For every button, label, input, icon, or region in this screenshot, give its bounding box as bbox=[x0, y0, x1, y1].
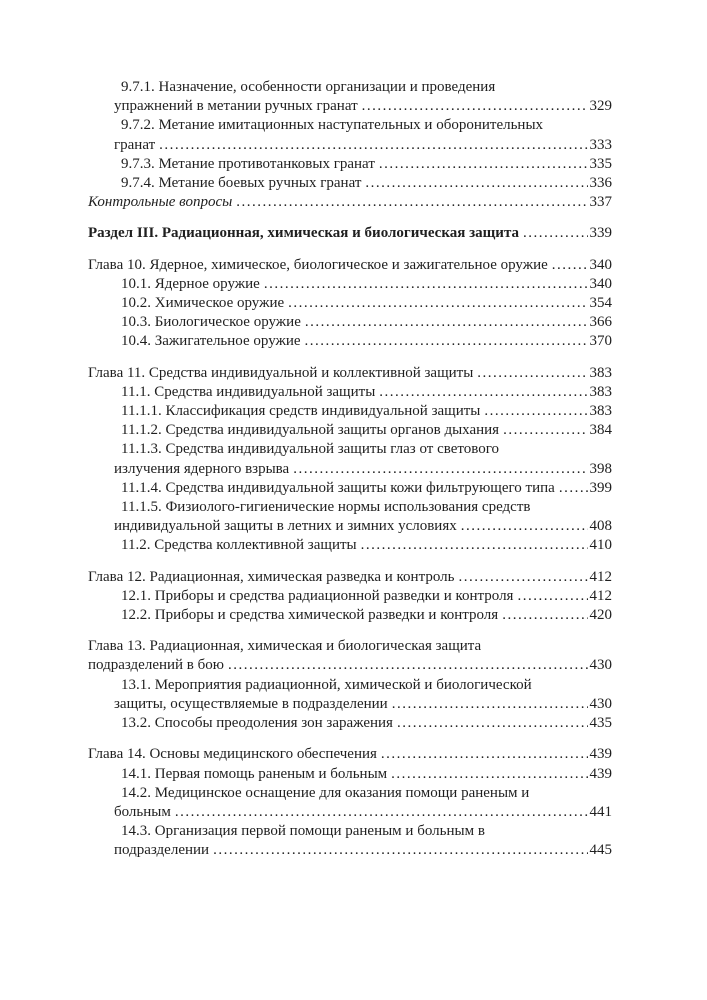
toc-entry-line bbox=[88, 155, 612, 174]
toc-page-number: 408 bbox=[589, 518, 612, 535]
toc-entry-line bbox=[88, 695, 612, 714]
dot-leader bbox=[480, 402, 588, 421]
toc-page-number: 445 bbox=[589, 842, 612, 859]
dot-leader bbox=[498, 606, 588, 625]
toc-entry-line bbox=[88, 294, 612, 313]
toc-page-number: 383 bbox=[589, 403, 612, 420]
toc-page-number: 430 bbox=[589, 695, 612, 712]
toc-entry bbox=[88, 364, 612, 383]
toc-entry-line bbox=[88, 193, 612, 212]
toc-entry bbox=[88, 498, 612, 536]
toc-page-number: 435 bbox=[589, 715, 612, 732]
dot-leader bbox=[375, 155, 588, 174]
toc-page-number: 384 bbox=[589, 422, 612, 439]
toc-page-number: 439 bbox=[589, 746, 612, 763]
dot-leader bbox=[375, 383, 588, 402]
toc-entry bbox=[88, 822, 612, 860]
dot-leader bbox=[224, 656, 588, 675]
toc-entry bbox=[88, 174, 612, 193]
dot-leader bbox=[232, 193, 588, 212]
toc-entry-line bbox=[88, 402, 612, 421]
toc-entry-line: 11.1.3. Средства индивидуальной защиты глаз от светового bbox=[121, 441, 500, 458]
toc-entry-line bbox=[88, 714, 612, 733]
toc-entry-line bbox=[88, 97, 612, 116]
toc-entry-line bbox=[88, 460, 612, 479]
dot-leader bbox=[457, 517, 588, 536]
dot-leader bbox=[361, 174, 588, 193]
toc-entry bbox=[88, 568, 612, 587]
toc-entry bbox=[88, 440, 612, 478]
toc-entry-text: больным bbox=[114, 803, 171, 820]
toc-entry bbox=[88, 332, 612, 351]
dot-leader bbox=[284, 294, 588, 313]
toc-entry bbox=[88, 402, 612, 421]
toc-entry-text: 11.2. Средства коллективной защиты bbox=[121, 537, 357, 554]
toc-page-number: 399 bbox=[589, 479, 612, 496]
dot-leader bbox=[357, 536, 588, 555]
toc-entry-text: подразделении bbox=[114, 842, 210, 859]
toc-page-number: 335 bbox=[589, 155, 612, 172]
toc-entry bbox=[88, 313, 612, 332]
toc-entry-line bbox=[88, 224, 612, 243]
dot-leader bbox=[393, 714, 588, 733]
toc-entry-text: 13.2. Способы преодоления зон заражения bbox=[121, 715, 393, 732]
toc-entry-line bbox=[88, 313, 612, 332]
toc-entry-line bbox=[88, 256, 612, 275]
toc-page-number: 430 bbox=[589, 657, 612, 674]
toc-entry-line bbox=[88, 656, 612, 675]
toc-page-number: 439 bbox=[589, 765, 612, 782]
toc-entry bbox=[88, 784, 612, 822]
toc-entry-text: 11.1.4. Средства индивидуальной защиты кожи фильтрующего типа bbox=[121, 479, 555, 496]
toc-entry-text: Контрольные вопросы bbox=[88, 194, 233, 211]
dot-leader bbox=[260, 275, 588, 294]
toc-entry bbox=[88, 256, 612, 275]
toc-entry-text: защиты, осуществляемые в подразделении bbox=[114, 695, 388, 712]
toc-entry bbox=[88, 479, 612, 498]
toc-page-number: 420 bbox=[589, 607, 612, 624]
toc-entry-line bbox=[88, 587, 612, 606]
toc-entry-line: 14.2. Медицинское оснащение для оказания помощи раненым и bbox=[121, 784, 530, 801]
toc-page-number: 336 bbox=[589, 175, 612, 192]
toc-entry-line bbox=[88, 606, 612, 625]
toc-page-number: 366 bbox=[589, 314, 612, 331]
toc-entry-line: 13.1. Мероприятия радиационной, химической и биологической bbox=[121, 676, 532, 693]
toc-entry-text: Глава 14. Основы медицинского обеспечения bbox=[88, 746, 377, 763]
toc-section bbox=[88, 78, 612, 212]
toc-entry-text: 9.7.4. Метание боевых ручных гранат bbox=[121, 175, 362, 192]
dot-leader bbox=[473, 364, 588, 383]
toc-page-number: 340 bbox=[589, 256, 612, 273]
toc-entry-line bbox=[88, 745, 612, 764]
toc bbox=[88, 78, 612, 861]
toc-entry-text: упражнений в метании ручных гранат bbox=[114, 98, 358, 115]
toc-entry-text: подразделений в бою bbox=[88, 657, 224, 674]
toc-entry bbox=[88, 78, 612, 116]
toc-entry-line bbox=[88, 841, 612, 860]
toc-entry bbox=[88, 193, 612, 212]
toc-entry-text: Глава 12. Радиационная, химическая разведка и контроль bbox=[88, 568, 455, 585]
toc-entry-text: 10.1. Ядерное оружие bbox=[121, 275, 260, 292]
toc-entry-line bbox=[88, 517, 612, 536]
dot-leader bbox=[548, 256, 588, 275]
toc-page-number: 412 bbox=[589, 568, 612, 585]
dot-leader bbox=[499, 421, 588, 440]
toc-page-number: 333 bbox=[589, 136, 612, 153]
toc-entry-text: 10.4. Зажигательное оружие bbox=[121, 333, 301, 350]
dot-leader bbox=[377, 745, 588, 764]
toc-entry-line bbox=[88, 765, 612, 784]
dot-leader bbox=[519, 224, 588, 243]
toc-page-number: 354 bbox=[589, 295, 612, 312]
toc-section bbox=[88, 568, 612, 626]
toc-entry-line bbox=[88, 421, 612, 440]
toc-entry bbox=[88, 676, 612, 714]
toc-entry-text: Глава 10. Ядерное, химическое, биологическое и зажигательное оружие bbox=[88, 256, 548, 273]
toc-section bbox=[88, 364, 612, 556]
toc-entry-line bbox=[88, 479, 612, 498]
toc-entry bbox=[88, 294, 612, 313]
toc-entry-line bbox=[88, 332, 612, 351]
toc-entry bbox=[88, 155, 612, 174]
toc-entry bbox=[88, 116, 612, 154]
toc-page-number: 337 bbox=[589, 194, 612, 211]
toc-entry-line bbox=[88, 275, 612, 294]
toc-section bbox=[88, 224, 612, 243]
dot-leader bbox=[301, 313, 588, 332]
toc-entry-line bbox=[88, 364, 612, 383]
toc-entry bbox=[88, 383, 612, 402]
toc-entry bbox=[88, 536, 612, 555]
toc-entry-text: Раздел III. Радиационная, химическая и биологическая защита bbox=[88, 225, 519, 242]
toc-entry-line: 14.3. Организация первой помощи раненым и больным в bbox=[121, 823, 485, 840]
toc-entry-text: гранат bbox=[114, 136, 156, 153]
dot-leader bbox=[155, 136, 588, 155]
dot-leader bbox=[289, 460, 588, 479]
dot-leader bbox=[387, 765, 588, 784]
toc-page-number: 340 bbox=[589, 275, 612, 292]
toc-page-number: 398 bbox=[589, 460, 612, 477]
toc-entry bbox=[88, 275, 612, 294]
toc-entry-line bbox=[88, 568, 612, 587]
toc-entry-text: 12.2. Приборы и средства химической разведки и контроля bbox=[121, 607, 499, 624]
toc-page-number: 329 bbox=[589, 98, 612, 115]
toc-entry-text: 11.1. Средства индивидуальной защиты bbox=[121, 383, 376, 400]
toc-entry-line bbox=[88, 174, 612, 193]
toc-entry-text: 14.1. Первая помощь раненым и больным bbox=[121, 765, 388, 782]
toc-page-number: 370 bbox=[589, 333, 612, 350]
dot-leader bbox=[171, 803, 588, 822]
dot-leader bbox=[301, 332, 588, 351]
toc-entry-text: излучения ядерного взрыва bbox=[114, 460, 290, 477]
toc-entry-text: Глава 11. Средства индивидуальной и коллективной защиты bbox=[88, 364, 474, 381]
toc-entry-text: 10.3. Биологическое оружие bbox=[121, 314, 301, 331]
toc-section bbox=[88, 637, 612, 733]
toc-entry-text: 12.1. Приборы и средства радиационной разведки и контроля bbox=[121, 587, 514, 604]
toc-entry bbox=[88, 745, 612, 764]
toc-entry-line bbox=[88, 803, 612, 822]
dot-leader bbox=[555, 479, 588, 498]
dot-leader bbox=[454, 568, 588, 587]
toc-entry bbox=[88, 421, 612, 440]
toc-section bbox=[88, 256, 612, 352]
toc-entry-line: 9.7.2. Метание имитационных наступательных и оборонительных bbox=[121, 117, 544, 134]
toc-entry bbox=[88, 606, 612, 625]
dot-leader bbox=[209, 841, 588, 860]
toc-entry bbox=[88, 224, 612, 243]
toc-entry-line: 11.1.5. Физиолого-гигиенические нормы использования средств bbox=[121, 499, 531, 516]
toc-entry-line bbox=[88, 383, 612, 402]
toc-entry-text: индивидуальной защиты в летних и зимних условиях bbox=[114, 518, 457, 535]
toc-entry-line bbox=[88, 536, 612, 555]
toc-page-number: 383 bbox=[589, 364, 612, 381]
toc-entry-text: 11.1.2. Средства индивидуальной защиты органов дыхания bbox=[121, 422, 500, 439]
toc-entry-text: 10.2. Химическое оружие bbox=[121, 295, 285, 312]
dot-leader bbox=[388, 695, 588, 714]
toc-entry bbox=[88, 714, 612, 733]
toc-entry bbox=[88, 765, 612, 784]
toc-entry-text: 11.1.1. Классификация средств индивидуальной защиты bbox=[121, 403, 481, 420]
toc-page-number: 383 bbox=[589, 383, 612, 400]
toc-entry-line bbox=[88, 136, 612, 155]
toc-page-number: 410 bbox=[589, 537, 612, 554]
toc-page-number: 441 bbox=[589, 803, 612, 820]
toc-entry bbox=[88, 637, 612, 675]
toc-page-number: 412 bbox=[589, 587, 612, 604]
dot-leader bbox=[358, 97, 588, 116]
toc-entry bbox=[88, 587, 612, 606]
toc-page-number: 339 bbox=[589, 225, 612, 242]
toc-section bbox=[88, 745, 612, 860]
toc-entry-line: Глава 13. Радиационная, химическая и биологическая защита bbox=[88, 638, 482, 655]
dot-leader bbox=[513, 587, 588, 606]
toc-entry-line: 9.7.1. Назначение, особенности организации и проведения bbox=[121, 79, 496, 95]
toc-entry-text: 9.7.3. Метание противотанковых гранат bbox=[121, 155, 375, 172]
